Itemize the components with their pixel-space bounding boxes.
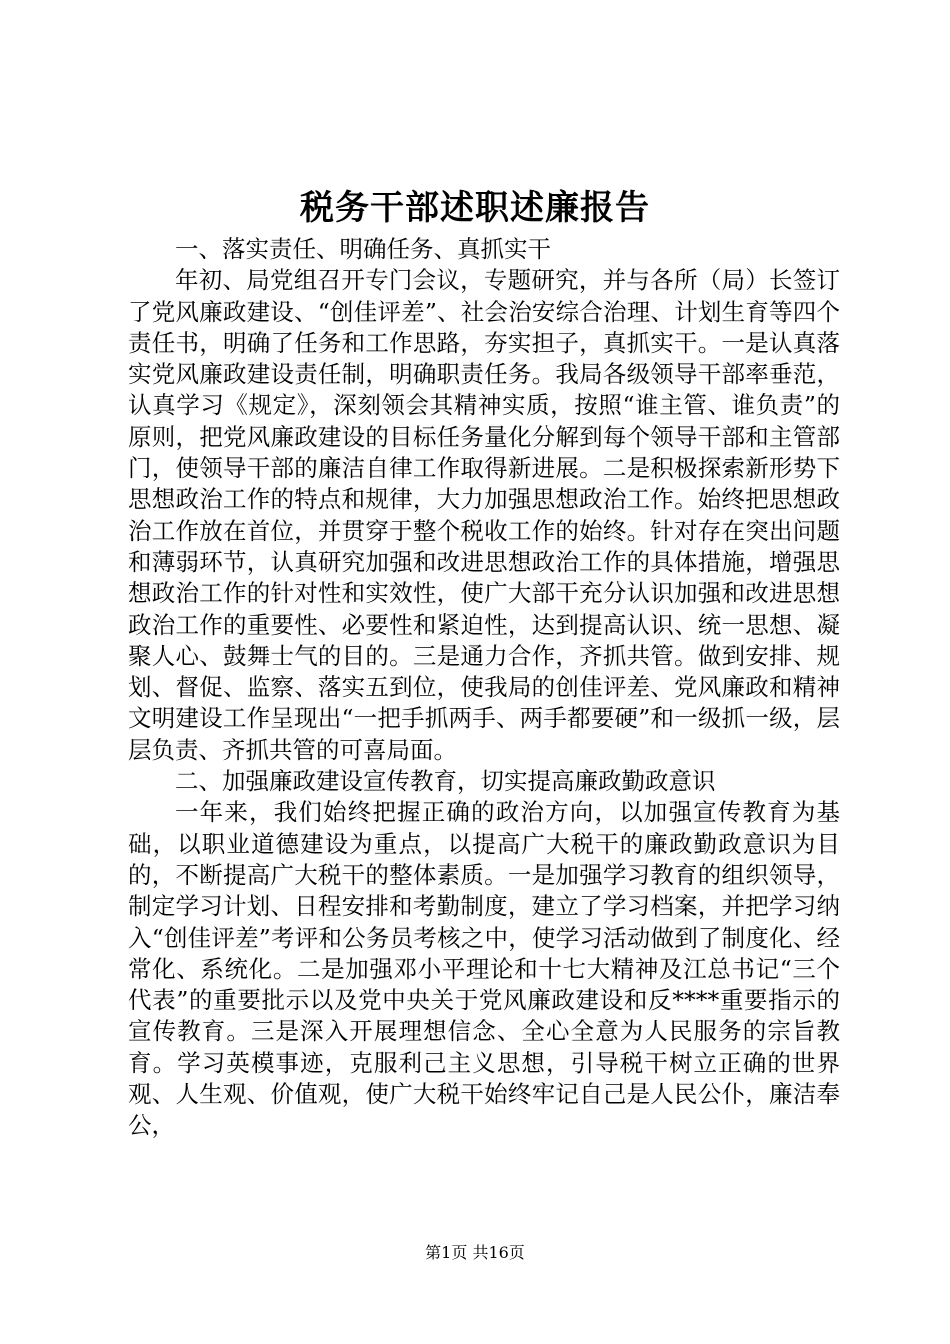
section-heading-1: 一、落实责任、明确任务、真抓实干 bbox=[175, 235, 551, 263]
body-paragraph-2: 一年来，我们始终把握正确的政治方向，以加强宣传教育为基础，以职业道德建设为重点，以提高广大税干的廉政勤政意识为目的，不断提高广大税干的整体素质。一是加强学习教育的组织领导，制定学习计划、日程安排和考勤制度，建立了学习档案，并把学习纳入“创佳评差”考评和公务员考核之中，使学习活动做到了制度化、经常化、系统化。二是加强邓小平理论和十七大精神及江总书记“三个代表”的重要批示以及党中央关于党风廉政建设和反****重要指示的宣传教育。三是深入开展理想信念、全心全意为人民服务的宗旨教育。学习英模事迹，克服利己主义思想，引导税干树立正确的世界观、人生观、价值观，使广大税干始终牢记自己是人民公仆，廉洁奉公， bbox=[128, 798, 840, 1140]
document-title: 税务干部述职述廉报告 bbox=[300, 188, 650, 228]
section-heading-2: 二、加强廉政建设宣传教育，切实提高廉政勤政意识 bbox=[175, 767, 716, 796]
page-footer: 第1页 共16页 bbox=[425, 1243, 525, 1262]
body-paragraph-1: 年初、局党组召开专门会议，专题研究，并与各所（局）长签订了党风廉政建设、“创佳评差”、社会治安综合治理、计划生育等四个责任书，明确了任务和工作思路，夯实担子，真抓实干。一是认真落实党风廉政建设责任制，明确职责任务。我局各级领导干部率垂范，认真学习《规定》，深刻领会其精神实质，按照“谁主管、谁负责”的原则，把党风廉政建设的目标任务量化分解到每个领导干部和主管部门，使领导干部的廉洁自律工作取得新进展。二是积极探索新形势下思想政治工作的特点和规律，大力加强思想政治工作。始终把思想政治工作放在首位，并贯穿于整个税收工作的始终。针对存在突出问题和薄弱环节，认真研究加强和改进思想政治工作的具体措施，增强思想政治工作的针对性和实效性，使广大部干充分认识加强和改进思想政治工作的重要性、必要性和紧迫性，达到提高认识、统一思想、凝聚人心、鼓舞士气的目的。三是通力合作，齐抓共管。做到安排、规划、督促、监察、落实五到位，使我局的创佳评差、党风廉政和精神文明建设工作呈现出“一把手抓两手、两手都要硬”和一级抓一级，层层负责、齐抓共管的可喜局面。 bbox=[128, 266, 840, 764]
document-body bbox=[128, 234, 840, 1142]
